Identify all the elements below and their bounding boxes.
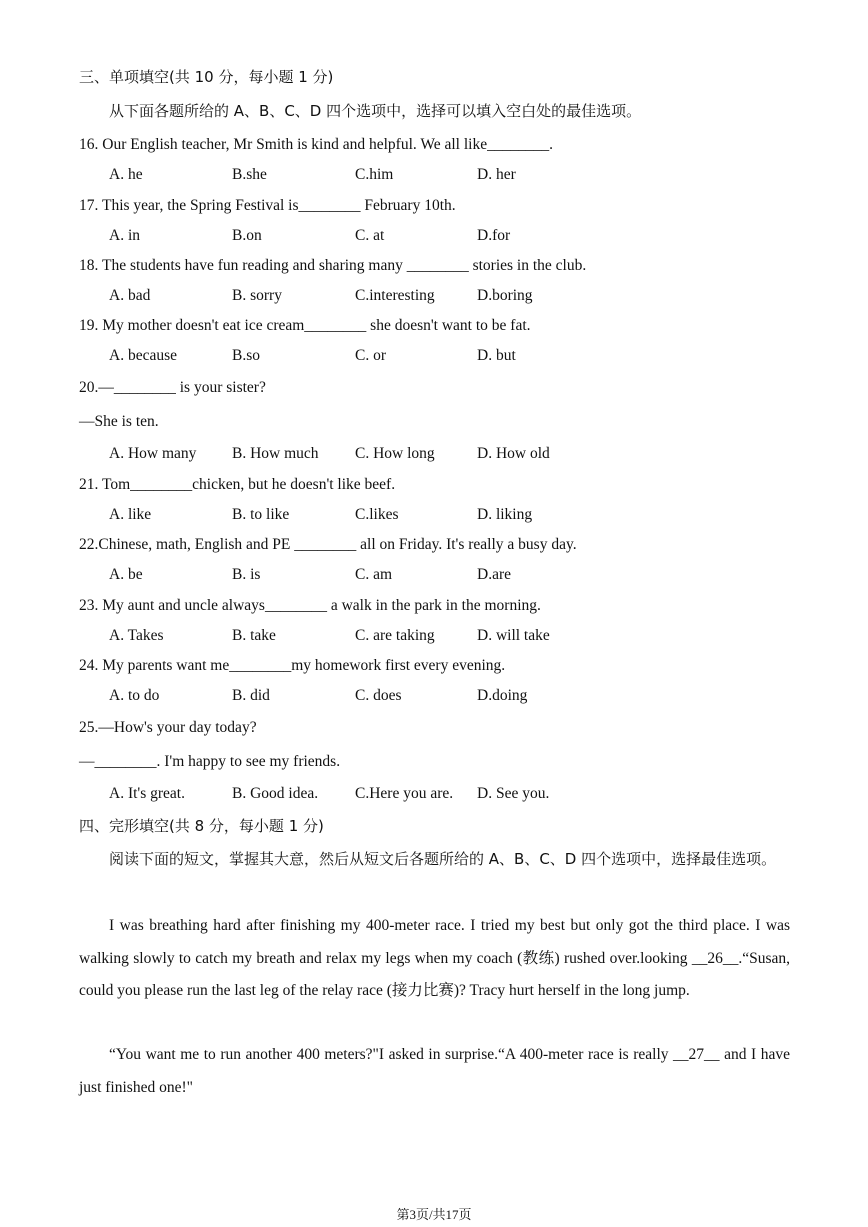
option-a: A. be xyxy=(109,566,143,583)
question-stem: 23. My aunt and uncle always________ a walk in the park in the morning. xyxy=(79,597,541,614)
question-stem: 17. This year, the Spring Festival is________ February 10th. xyxy=(79,197,456,214)
section4-heading: 四、完形填空(共 8 分，每小题 1 分) xyxy=(79,817,324,835)
option-a: A. Takes xyxy=(109,627,164,644)
question-stem: 16. Our English teacher, Mr Smith is kind and helpful. We all like________. xyxy=(79,136,553,153)
option-b: B. sorry xyxy=(232,287,282,304)
option-c: C. How long xyxy=(355,445,435,462)
question-stem: 25.—How's your day today? xyxy=(79,719,257,736)
option-b: B. How much xyxy=(232,445,319,462)
option-c: C.him xyxy=(355,166,394,183)
option-c: C. at xyxy=(355,227,385,244)
question-dialogue-line: —________. I'm happy to see my friends. xyxy=(79,753,341,770)
option-c: C.interesting xyxy=(355,287,435,304)
option-a: A. because xyxy=(109,347,177,364)
section3-instruction: 从下面各题所给的 A、B、C、D 四个选项中，选择可以填入空白处的最佳选项。 xyxy=(109,102,642,120)
question-stem: 20.—________ is your sister? xyxy=(79,379,266,396)
passage-paragraph: I was breathing hard after finishing my 400-meter race. I tried my best but only got the third place. I was walking slowly to catch my breath and relax my legs when my coach (教练) rushed over.looking __26__.“Susan, could you please run the last leg of the relay race (接力比赛)? Tracy hurt herself in the long jump. xyxy=(79,917,790,999)
question-dialogue-line: —She is ten. xyxy=(79,413,159,430)
option-b: B. is xyxy=(232,566,261,583)
option-c: C. or xyxy=(355,347,386,364)
option-d: D. liking xyxy=(477,506,533,523)
option-c: C. are taking xyxy=(355,627,435,644)
option-b: B.so xyxy=(232,347,260,364)
option-d: D.boring xyxy=(477,287,533,304)
option-b: B.on xyxy=(232,227,262,244)
option-c: C.Here you are. xyxy=(355,785,454,802)
option-b: B. did xyxy=(232,687,270,704)
passage-paragraph: “You want me to run another 400 meters?"I asked in surprise.“A 400-meter race is really __27__ and I have just finished one!" xyxy=(79,1046,790,1096)
option-d: D. but xyxy=(477,347,516,364)
option-b: B. take xyxy=(232,627,276,644)
option-d: D. her xyxy=(477,166,516,183)
option-d: D. will take xyxy=(477,627,550,644)
option-d: D.for xyxy=(477,227,511,244)
option-d: D.doing xyxy=(477,687,528,704)
section4-instruction: 阅读下面的短文，掌握其大意，然后从短文后各题所给的 A、B、C、D 四个选项中，选择最佳选项。 xyxy=(109,850,777,868)
section3-heading: 三、单项填空(共 10 分，每小题 1 分) xyxy=(79,68,334,86)
question-stem: 21. Tom________chicken, but he doesn't like beef. xyxy=(79,476,396,493)
option-d: D. See you. xyxy=(477,785,550,802)
option-a: A. to do xyxy=(109,687,160,704)
question-stem: 24. My parents want me________my homework first every evening. xyxy=(79,657,506,674)
option-a: A. like xyxy=(109,506,152,523)
option-d: D.are xyxy=(477,566,511,583)
option-a: A. It's great. xyxy=(109,785,185,802)
option-b: B.she xyxy=(232,166,267,183)
option-c: C. does xyxy=(355,687,402,704)
question-stem: 19. My mother doesn't eat ice cream________ she doesn't want to be fat. xyxy=(79,317,531,334)
question-stem: 22.Chinese, math, English and PE ________ all on Friday. It's really a busy day. xyxy=(79,536,577,553)
option-b: B. to like xyxy=(232,506,290,523)
option-a: A. he xyxy=(109,166,143,183)
option-c: C.likes xyxy=(355,506,399,523)
option-a: A. bad xyxy=(109,287,151,304)
option-b: B. Good idea. xyxy=(232,785,319,802)
option-a: A. How many xyxy=(109,445,197,462)
option-a: A. in xyxy=(109,227,140,244)
question-stem: 18. The students have fun reading and sharing many ________ stories in the club. xyxy=(79,257,587,274)
option-c: C. am xyxy=(355,566,393,583)
page-number: 第3页/共17页 xyxy=(396,1207,472,1222)
option-d: D. How old xyxy=(477,445,550,462)
